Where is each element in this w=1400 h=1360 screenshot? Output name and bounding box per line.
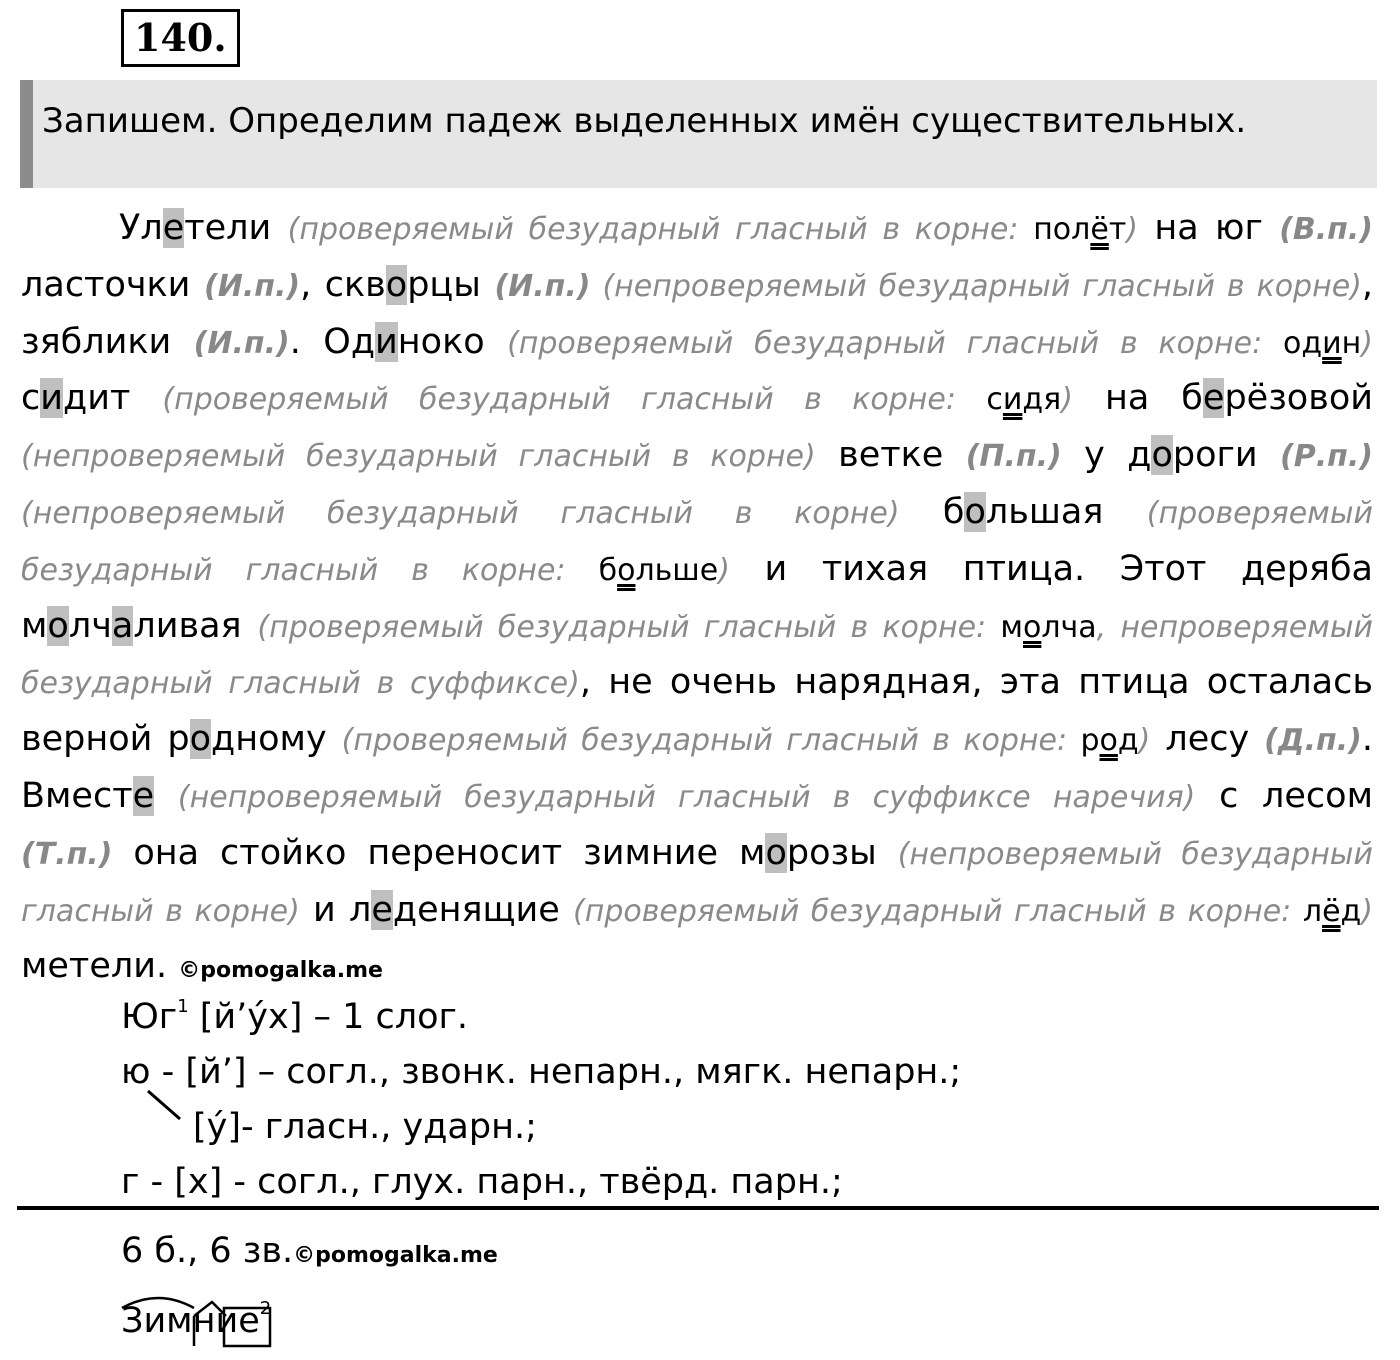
- check-word: молча: [1000, 609, 1097, 645]
- explanation: (проверяемый безударный гласный в корне: лёд): [573, 893, 1373, 929]
- case-label: (И.п.): [193, 325, 290, 361]
- main-text: Улетели (проверяемый безударный гласный в корне: полёт) на юг (В.п.) ласточки (И.п.), скворцы (И.п.) (непроверяемый безударный гласный в корне), зяблики (И.п.). Одиноко (проверяемый безударный гласный в корне: один) сидит (проверяемый безударный гласный в корне: сидя) на берёзовой (непроверяемый безударный гласный в корне) ветке (П.п.) у дороги (Р.п.) (непроверяемый безударный гласный в корне) большая (проверяемый безударный гласный в корне: больше) и тихая птица. Этот деряба молчаливая (проверяемый безударный гласный в корне: молча, непроверяемый безударный гласный в суффиксе), не очень нарядная, эта птица осталась верной родному (проверяемый безударный гласный в корне: род) лесу (Д.п.). Вместе (непроверяемый безударный гласный в суффиксе наречия) с лесом (Т.п.) она стойко переносит зимние морозы (непроверяемый безударный гласный в корне) и леденящие (проверяемый безударный гласный в корне: лёд) метели. ©pomogalka.me: [21, 208, 1374, 987]
- case-label: (И.п.): [494, 268, 591, 304]
- explanation: (проверяемый безударный гласный в корне: один): [507, 325, 1373, 361]
- word-parse: Зимние$^2$: [121, 1298, 272, 1341]
- case-label: (П.п.): [965, 439, 1062, 475]
- watermark: ©pomogalka.me: [178, 958, 383, 984]
- explanation: (проверяемый безударный гласный в корне: больше): [21, 495, 1373, 588]
- explanation: (непроверяемый безударный гласный в корне): [590, 268, 1362, 304]
- check-word: один: [1283, 325, 1362, 361]
- phonetic-line-4: г - [х] - согл., глух. парн., твёрд. парн.;: [121, 1162, 843, 1202]
- vowel-highlight: о: [189, 719, 212, 760]
- vowel-highlight: о: [385, 264, 408, 305]
- phonetic-analysis: [121, 990, 961, 1210]
- check-word: сидя: [986, 382, 1062, 418]
- vowel-highlight: е: [132, 775, 155, 816]
- explanation: (непроверяемый безударный гласный в корне): [21, 439, 816, 475]
- check-word: полёт: [1033, 212, 1127, 247]
- task-text: Запишем. Определим падеж выделенных имён существительных.: [42, 101, 1247, 141]
- explanation: (проверяемый безударный гласный в корне: сидя): [162, 382, 1073, 418]
- explanation: (проверяемый безударный гласный в корне: полёт): [287, 212, 1139, 247]
- diagonal-line-icon: [146, 1089, 186, 1123]
- exercise-number: 140.: [121, 9, 240, 67]
- phonetic-line-1: $Юг^1$ [й’ýх] – 1 слог.: [121, 996, 469, 1037]
- explanation: (проверяемый безударный гласный в корне: молча, непроверяемый безударный гласный в суффиксе): [21, 609, 1373, 702]
- check-word: лёд: [1302, 893, 1362, 929]
- case-label: (Д.п.): [1264, 723, 1362, 759]
- vowel-highlight: о: [765, 832, 787, 873]
- morpheme-marks-icon: [118, 1286, 288, 1356]
- explanation: (проверяемый безударный гласный в корне: род): [341, 723, 1151, 759]
- watermark: ©pomogalka.me: [293, 1243, 498, 1268]
- vowel-highlight: е: [1202, 378, 1225, 419]
- vowel-highlight: е: [371, 889, 393, 930]
- vowel-highlight: о: [1151, 435, 1173, 476]
- explanation: (непроверяемый безударный гласный в суффиксе наречия): [177, 779, 1196, 815]
- explanation: (непроверяемый безударный гласный в корне): [21, 836, 1373, 929]
- vowel-highlight: е: [162, 208, 185, 248]
- case-label: (В.п.): [1279, 212, 1373, 247]
- vowel-highlight: о: [47, 605, 69, 646]
- case-label: (И.п.): [204, 268, 301, 304]
- vowel-highlight: и: [40, 378, 63, 419]
- explanation: (непроверяемый безударный гласный в корне): [21, 495, 900, 531]
- check-word: род: [1080, 723, 1139, 759]
- vowel-highlight: а: [111, 605, 134, 646]
- vowel-highlight: и: [375, 321, 398, 362]
- divider: [17, 1206, 1379, 1210]
- phonetic-line-2: ю - [й’] – согл., звонк. непарн., мягк. непарн.;: [121, 1052, 962, 1092]
- phonetic-line-3: [ý]- гласн., ударн.;: [193, 1107, 537, 1147]
- sound-summary: 6 б., 6 зв.©pomogalka.me: [121, 1231, 498, 1271]
- check-word: больше: [598, 552, 719, 588]
- case-label: (Р.п.): [1280, 439, 1373, 475]
- case-label: (Т.п.): [21, 836, 113, 872]
- vowel-highlight: о: [964, 491, 986, 532]
